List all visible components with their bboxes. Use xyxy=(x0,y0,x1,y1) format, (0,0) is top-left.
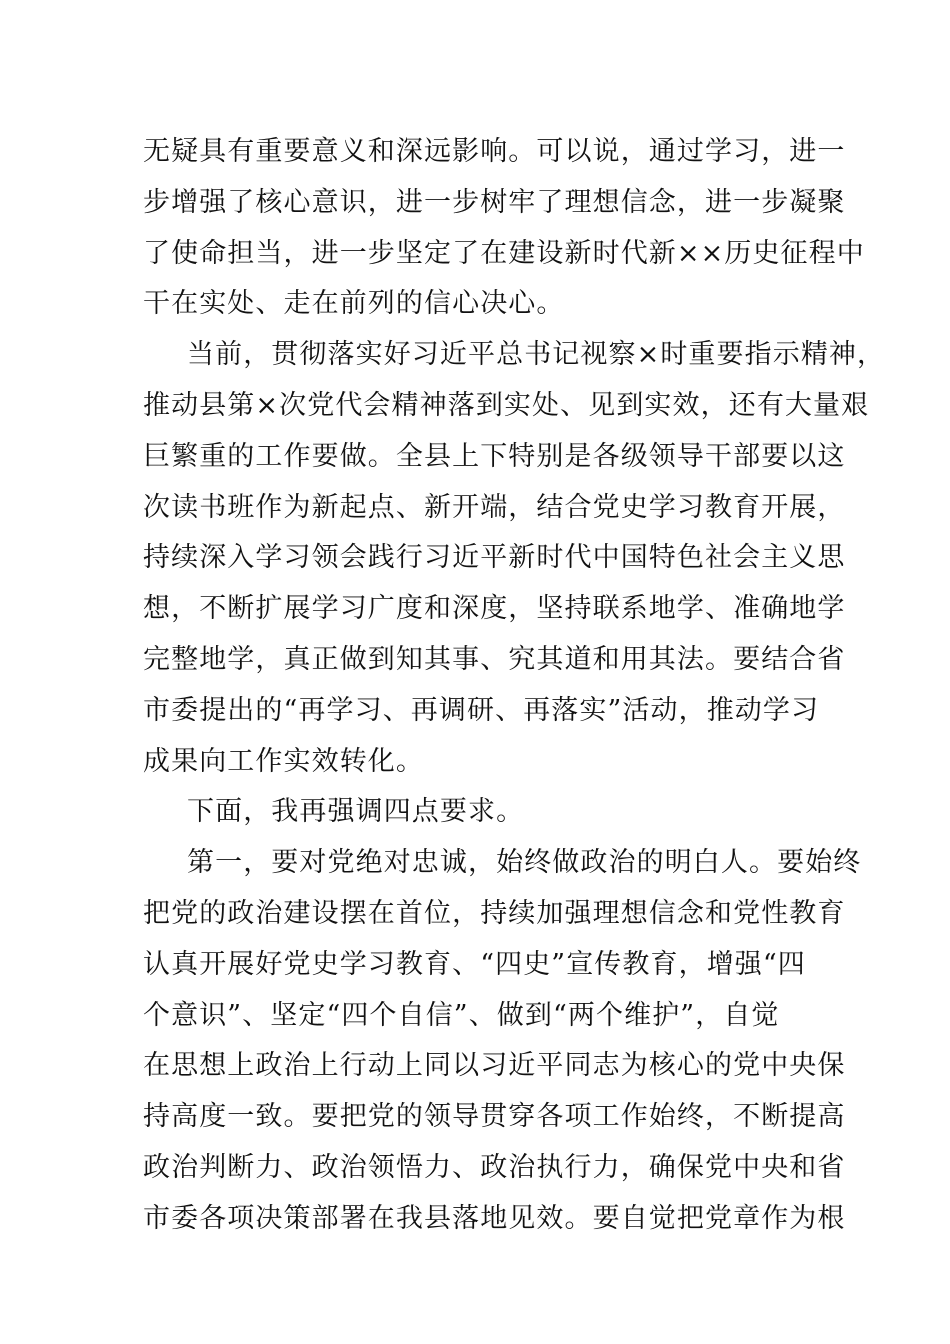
text-line: 在思想上政治上行动上同以习近平同志为核心的党中央保 xyxy=(143,1050,846,1082)
text-line: 步增强了核心意识，进一步树牢了理想信念，进一步凝聚 xyxy=(143,186,846,218)
text-line: 市委提出的“再学习、再调研、再落实”活动，推动学习 xyxy=(143,694,820,726)
paragraph-first-line: 第一，要对党绝对忠诚，始终做政治的明白人。要始终 xyxy=(187,847,862,879)
text-line: 推动县第×次党代会精神落到实处、见到实效，还有大量艰 xyxy=(143,389,870,421)
text-line: 想，不断扩展学习广度和深度，坚持联系地学、准确地学 xyxy=(143,593,846,625)
text-line: 把党的政治建设摆在首位，持续加强理想信念和党性教育 xyxy=(143,897,846,929)
text-line: 无疑具有重要意义和深远影响。可以说，通过学习，进一 xyxy=(143,136,846,167)
text-line: 了使命担当，进一步坚定了在建设新时代新××历史征程中 xyxy=(143,237,865,269)
text-line: 个意识”、坚定“四个自信”、做到“两个维护”，自觉 xyxy=(143,999,780,1031)
paragraph-first-line: 当前，贯彻落实好习近平总书记视察×时重要指示精神， xyxy=(187,339,886,371)
text-line: 认真开展好党史学习教育、“四史”宣传教育，增强“四 xyxy=(143,948,806,980)
text-line: 次读书班作为新起点、新开端，结合党史学习教育开展， xyxy=(143,491,846,523)
text-line: 持高度一致。要把党的领导贯穿各项工作始终，不断提高 xyxy=(143,1101,846,1133)
paragraph-first-line: 下面，我再强调四点要求。 xyxy=(187,796,525,828)
text-line: 政治判断力、政治领悟力、政治执行力，确保党中央和省 xyxy=(143,1151,846,1183)
text-line: 巨繁重的工作要做。全县上下特别是各级领导干部要以这 xyxy=(143,440,846,472)
document-body xyxy=(143,127,886,1245)
text-line: 完整地学，真正做到知其事、究其道和用其法。要结合省 xyxy=(143,643,846,675)
text-line: 成果向工作实效转化。 xyxy=(143,745,424,777)
text-line: 干在实处、走在前列的信心决心。 xyxy=(143,288,565,320)
text-line: 市委各项决策部署在我县落地见效。要自觉把党章作为根 xyxy=(143,1202,846,1234)
text-line: 持续深入学习领会践行习近平新时代中国特色社会主义思 xyxy=(143,542,846,574)
